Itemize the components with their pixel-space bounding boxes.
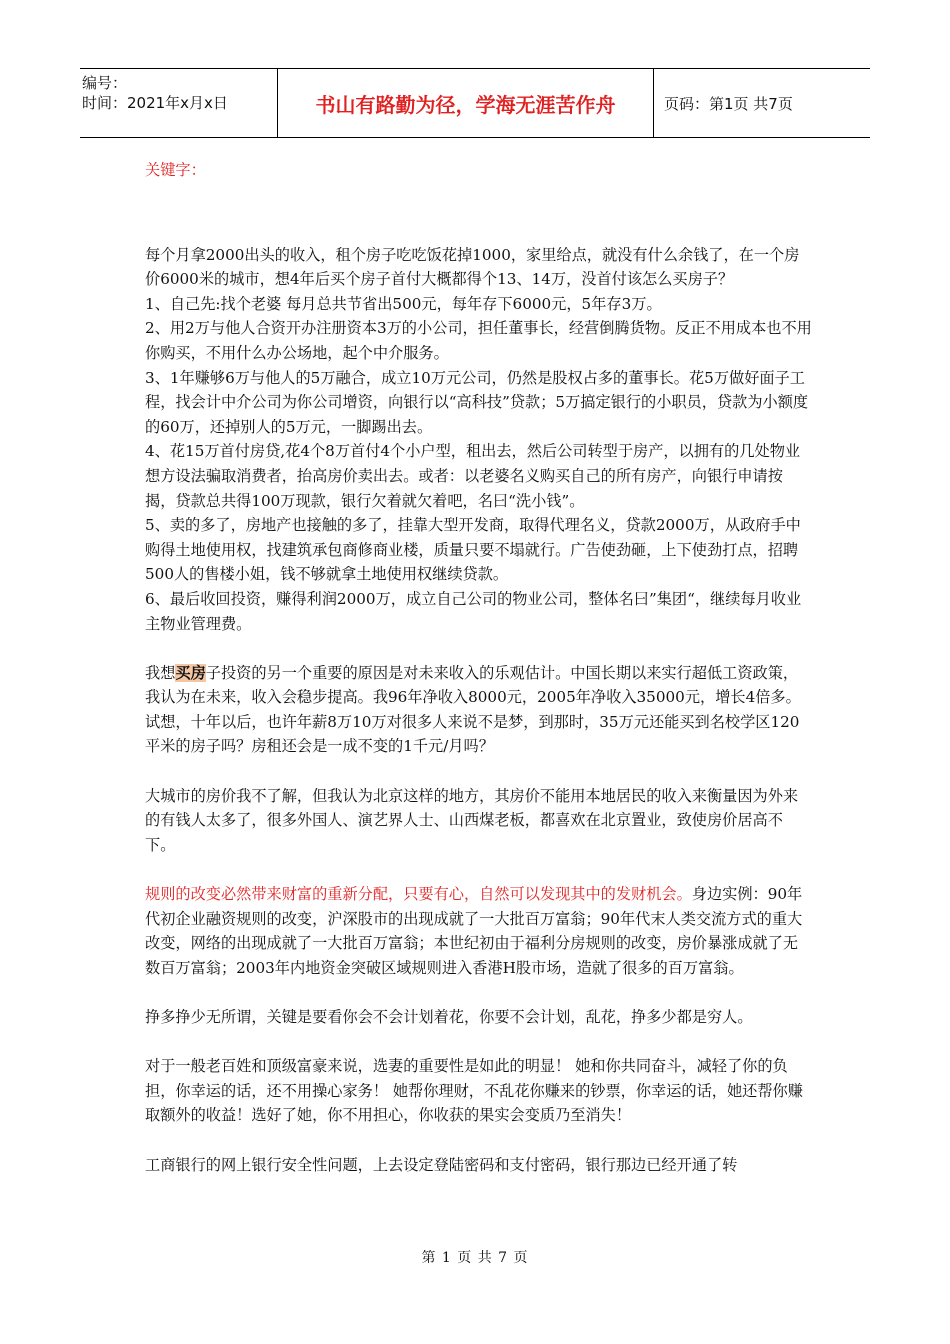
highlighted-keyword: 买房 [175,663,206,682]
number-label: 编号： [82,74,128,92]
step-item: 5、卖的多了，房地产也接触的多了，挂靠大型开发商，取得代理名义，贷款2000万，从政府手中购得土地使用权，找建筑承包商修商业楼，质量只要不塌就行。广告使劲砸，上下使劲打点，招聘500人的售楼小姐，钱不够就拿土地使用权继续贷款。 [145,516,801,584]
rules-rest: 身边实例：90年代初企业融资规则的改变，沪深股市的出现成就了一大批百万富翁；90年代末人类交流方式的重大改变，网络的出现成就了一大批百万富翁；本世纪初由于福利分房规则的改变，房价暴涨成就了无数百万富翁；2003年内地资金突破区域规则进入香港H股市场，造就了很多的百万富翁。 [145,885,803,977]
time-label: 时间：2021年x月x日 [82,94,228,112]
rules-red-text: 规则的改变必然带来财富的重新分配，只要有心，自然可以发现其中的发财机会。 [145,885,692,904]
buy-prefix: 我想 [145,663,176,682]
step-item: 1、自己先:找个老婆 每月总共节省出500元，每年存下6000元，5年存3万。 [145,294,662,313]
header-motto: 书山有路勤为径，学海无涯苦作舟 [278,69,654,137]
step-item: 3、1年赚够6万与他人的5万融合，成立10万元公司，仍然是股权占多的董事长。花5万做好面子工程，找会计中介公司为你公司增资，向银行以“高科技”贷款；5万搞定银行的小职员，贷款为小额度的60万，还掉别人的5万元，一脚踢出去。 [145,368,809,436]
city-paragraph: 大城市的房价我不了解，但我认为北京这样的地方，其房价不能用本地居民的收入来衡量因为外来的有钱人太多了，很多外国人、演艺界人士、山西煤老板，都喜欢在北京置业，致使房价居高不下。 [145,786,799,854]
document-body [145,158,813,1177]
plan-paragraph: 挣多挣少无所谓，关键是要看你会不会计划着花，你要不会计划，乱花，挣多少都是穷人。 [145,1008,753,1026]
page-header [80,68,870,138]
step-item: 2、用2万与他人合资开办注册资本3万的小公司，担任董事长，经营倒腾货物。反正不用成本也不用你购买，不用什么办公场地，起个中介服务。 [145,319,812,362]
header-info-cell [80,69,278,137]
page-footer: 第 1 页 共 7 页 [421,1250,529,1266]
wife-paragraph: 对于一般老百姓和顶级富豪来说，选妻的重要性是如此的明显！ 她和你共同奋斗，减轻了你的负担，你幸运的话，还不用操心家务！ 她帮你理财，不乱花你赚来的钞票，你幸运的话，她还帮你赚取额外的收益！选好了她，你不用担心，你收获的果实会变质乃至消失！ [145,1057,803,1125]
keyword-label: 关键字： [145,161,206,179]
intro-paragraph: 每个月拿2000出头的收入，租个房子吃吃饭花掉1000，家里给点，就没有什么余钱了，在一个房价6000米的城市，想4年后买个房子首付大概都得个13、14万，没首付该怎么买房子？ [145,245,800,289]
rules-paragraph [145,882,813,980]
bank-paragraph: 工商银行的网上银行安全性问题，上去设定登陆密码和支付密码，银行那边已经开通了转 [145,1155,738,1174]
step-item: 6、最后收回投资，赚得利润2000万，成立自己公司的物业公司，整体名曰”集团“，继续每月收业主物业管理费。 [145,589,802,633]
header-page-info: 页码：第1页 共7页 [664,94,793,113]
buy-rest: 子投资的另一个重要的原因是对未来收入的乐观估计。中国长期以来实行超低工资政策，我认为在未来，收入会稳步提高。我96年净收入8000元，2005年净收入35000元，增长4倍多。试想，十年以后，也许年薪8万10万对很多人来说不是梦，到那时，35万元还能买到名校学区120平米的房子吗？房租还会是一成不变的1千元/月吗？ [145,663,801,756]
step-item: 4、花15万首付房贷,花4个8万首付4个小户型，租出去，然后公司转型于房产，以拥有的几处物业想方设法骗取消费者，抬高房价卖出去。或者：以老婆名义购买自己的所有房产，向银行申请按揭，贷款总共得100万现款，银行欠着就欠着吧，名曰“洗小钱”。 [145,442,801,510]
buy-house-paragraph [145,661,813,759]
